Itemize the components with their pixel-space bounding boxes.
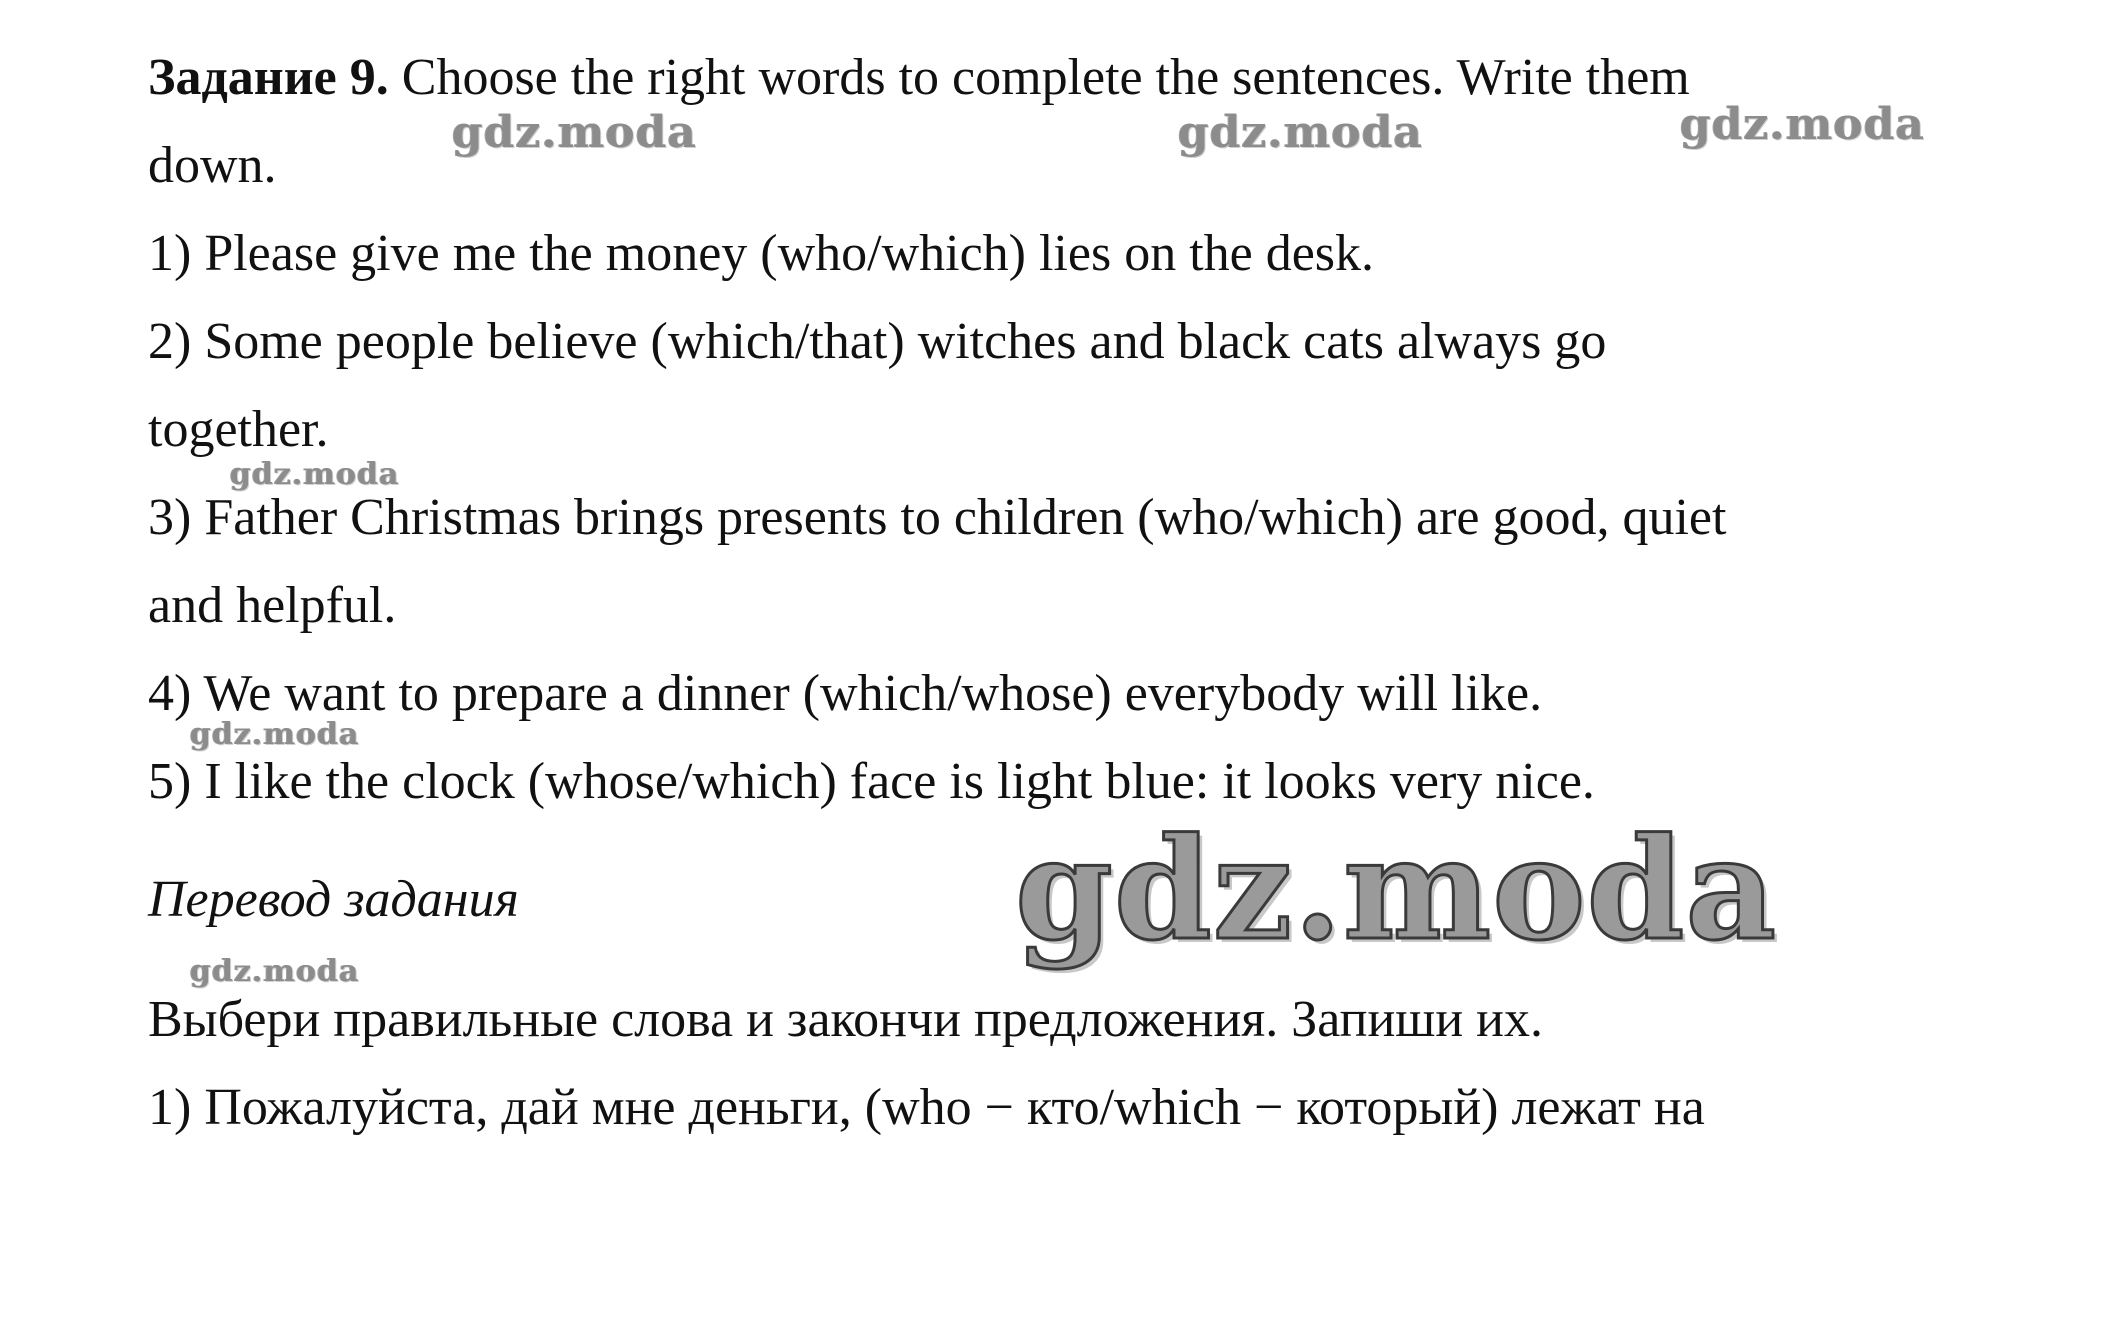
sentence-3-line-1: 3) Father Christmas brings presents to children (who/which) are good, quiet (148, 489, 1727, 546)
sentence-5: 5) I like the clock (whose/which) face is light blue: it looks very nice. (148, 753, 1595, 810)
translation-heading: Перевод задания (148, 871, 519, 928)
task-label: Задание 9. (148, 49, 389, 106)
task-instruction-line-1 (148, 48, 1690, 108)
watermark: gdz.moda (190, 717, 360, 752)
task-instruction-line-2: down. (148, 137, 277, 194)
sentence-4: 4) We want to prepare a dinner (which/whose) everybody will like. (148, 665, 1543, 722)
translation-instruction: Выбери правильные слова и закончи предложения. Запиши их. (148, 991, 1543, 1048)
sentence-2-line-2: together. (148, 401, 329, 458)
watermark: gdz.moda (1178, 107, 1424, 158)
sentence-2-line-1: 2) Some people believe (which/that) witches and black cats always go (148, 313, 1607, 370)
watermark: gdz.moda (1680, 99, 1926, 150)
watermark-large: gdz.moda (1015, 808, 1778, 972)
sentence-1: 1) Please give me the money (who/which) lies on the desk. (148, 225, 1375, 282)
sentence-3-line-2: and helpful. (148, 577, 397, 634)
task-instruction-text: Choose the right words to complete the sentences. Write them (388, 49, 1690, 106)
watermark: gdz.moda (190, 954, 360, 989)
watermark: gdz.moda (452, 107, 698, 158)
watermark: gdz.moda (230, 457, 400, 492)
translation-sentence-1: 1) Пожалуйста, дай мне деньги, (who − кто/which − который) лежат на (148, 1079, 1705, 1136)
